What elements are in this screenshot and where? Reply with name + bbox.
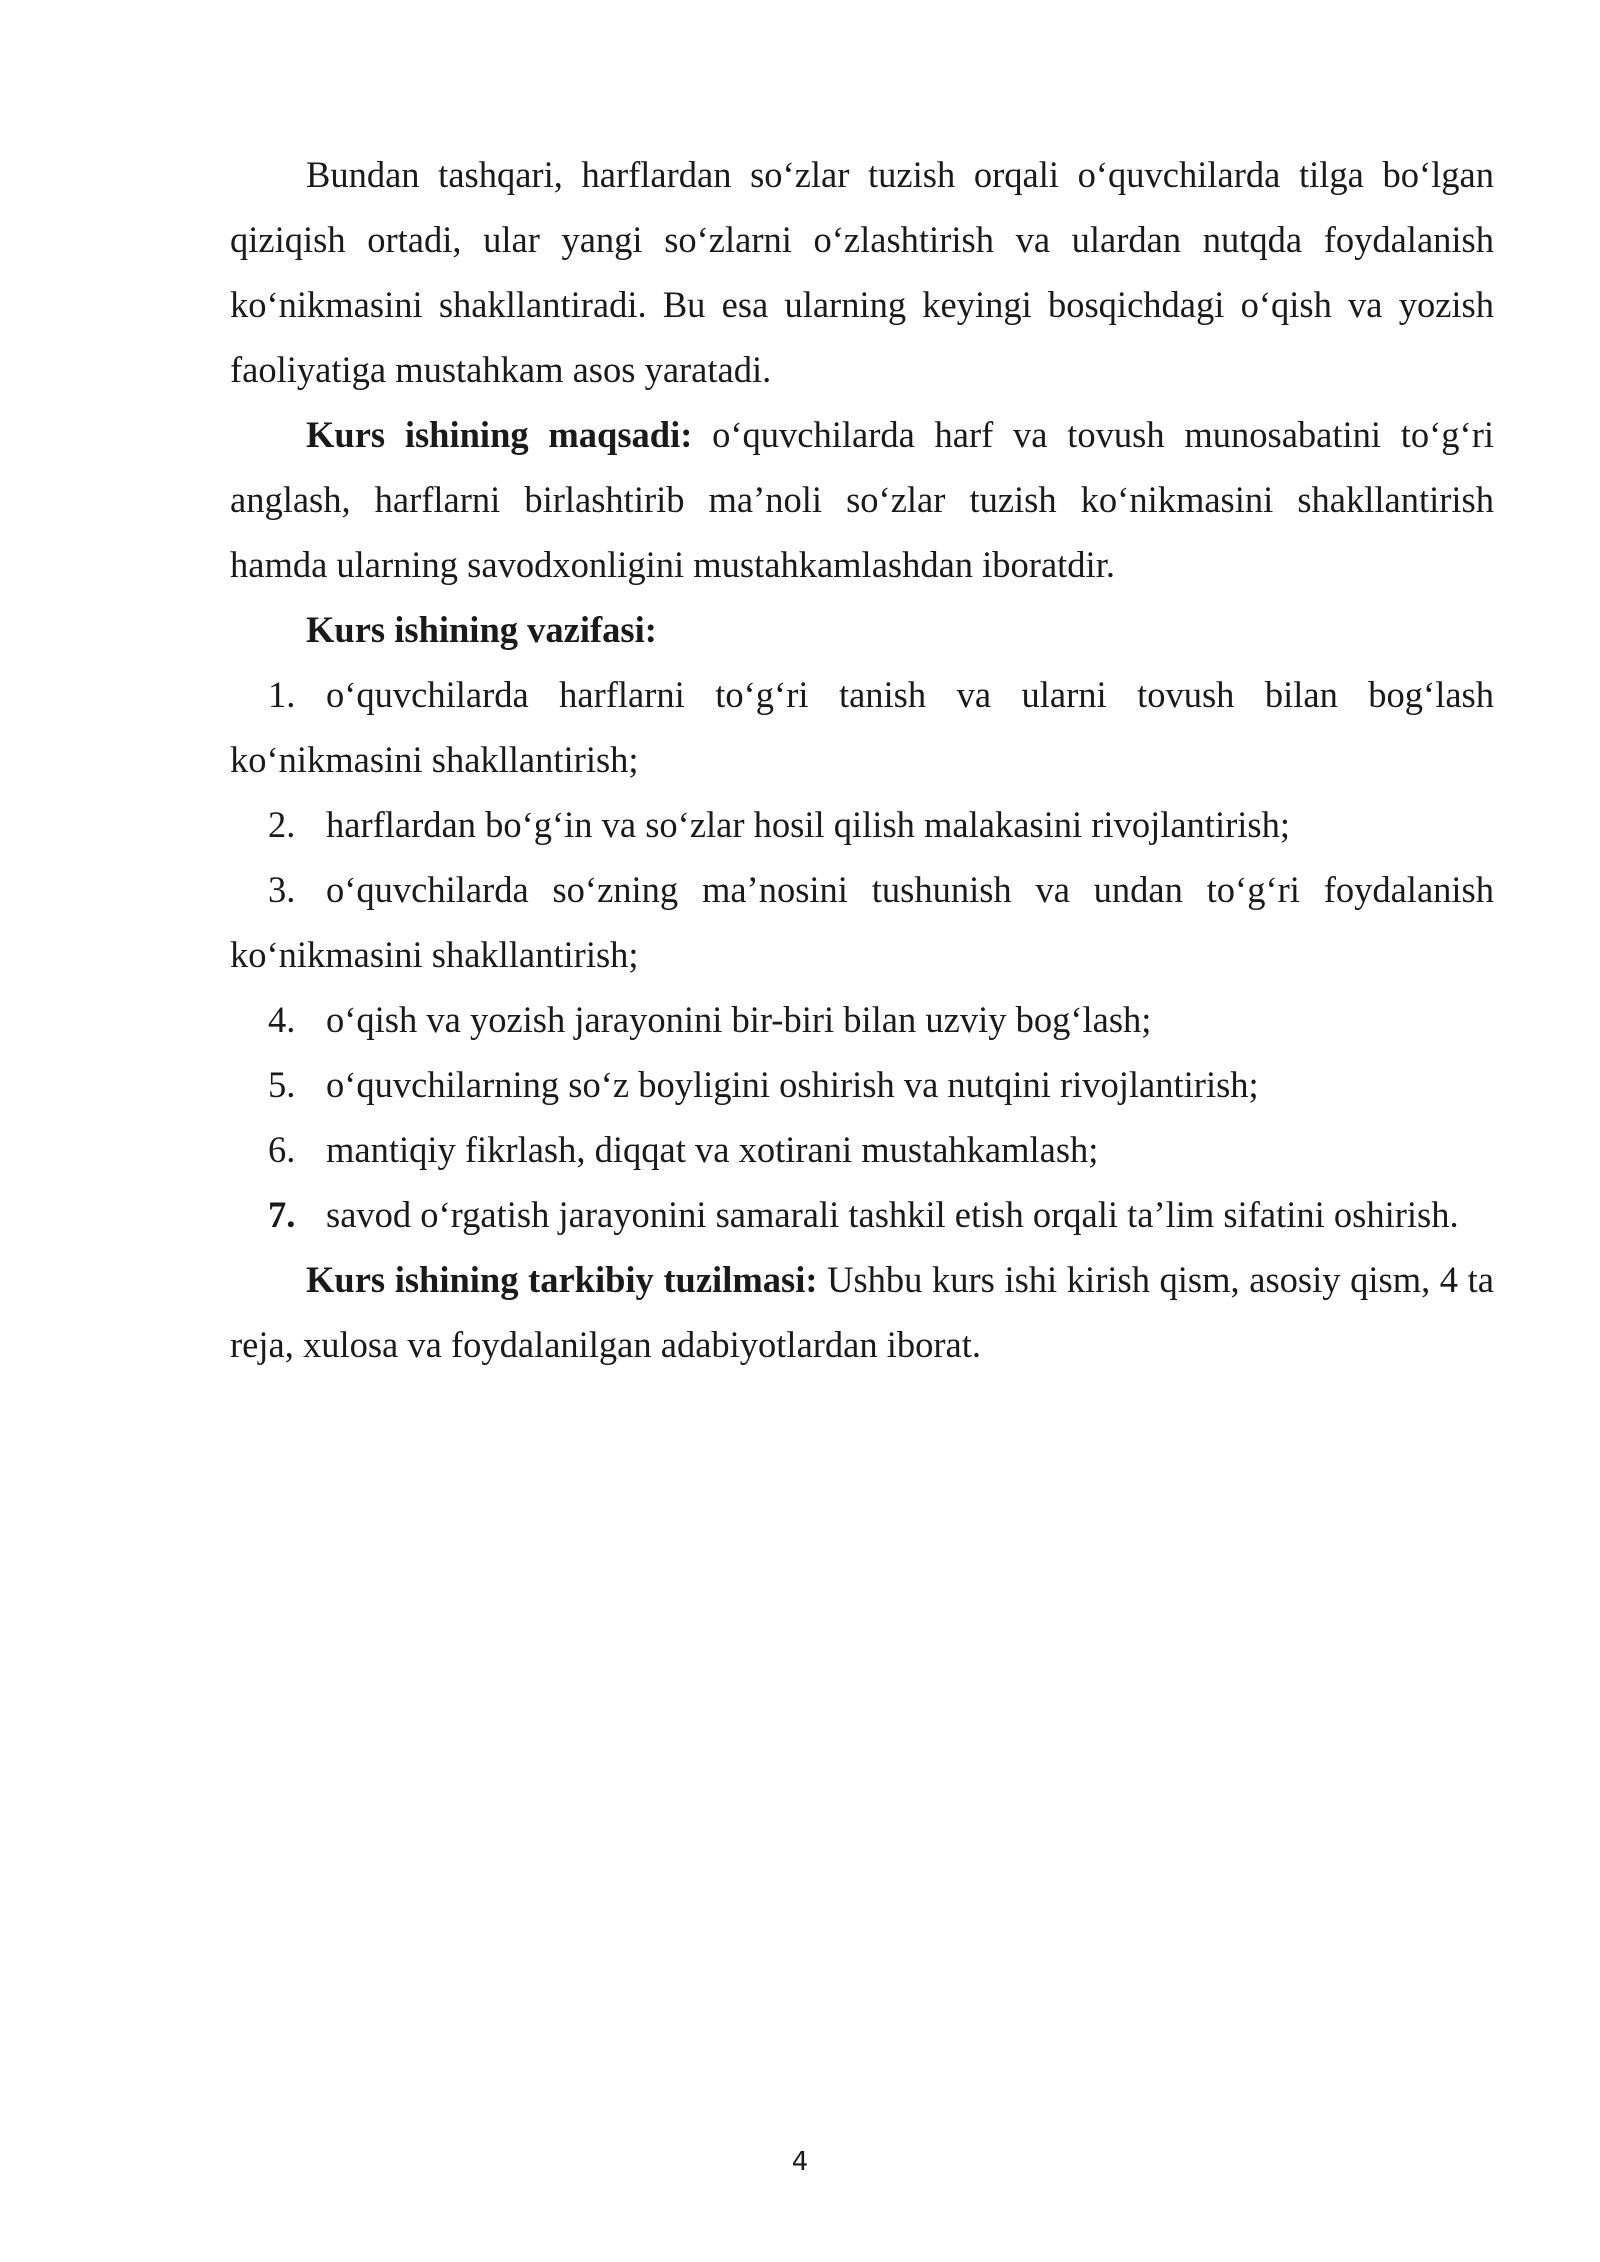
goal-label: Kurs ishining maqsadi: bbox=[306, 414, 693, 455]
task-number: 2. bbox=[268, 804, 296, 845]
goal-text: o‘quvchilarda harf va tovush munosabatini to‘g‘ri anglash, harflarni birlashtirib ma’noli so‘zlar tuzish ko‘nikmasini shakllantirish hamda ularning savodxonligini mustahkamlashdan iboratdir. bbox=[230, 414, 1495, 585]
task-text: o‘qish va yozish jarayonini bir-biri bilan uzviy bog‘lash; bbox=[326, 999, 1152, 1040]
task-number: 4. bbox=[268, 999, 296, 1040]
page-content bbox=[230, 142, 1494, 1377]
task-number: 7. bbox=[268, 1194, 296, 1235]
task-text: mantiqiy fikrlash, diqqat va xotirani mustahkamlash; bbox=[326, 1129, 1099, 1170]
structure-paragraph bbox=[230, 1247, 1494, 1377]
task-text: o‘quvchilarda so‘zning ma’nosini tushunish va undan to‘g‘ri foydalanish ko‘nikmasini shakllantirish; bbox=[230, 869, 1494, 975]
task-text: o‘quvchilarda harflarni to‘g‘ri tanish va ularni tovush bilan bog‘lash ko‘nikmasini shakllantirish; bbox=[230, 674, 1494, 780]
task-item-6 bbox=[230, 1117, 1494, 1182]
task-item-5 bbox=[230, 1052, 1494, 1117]
structure-label: Kurs ishining tarkibiy tuzilmasi: bbox=[306, 1259, 818, 1300]
page-number: 4 bbox=[791, 2147, 809, 2177]
tasks-list bbox=[230, 662, 1494, 1247]
task-text: o‘quvchilarning so‘z boyligini oshirish va nutqini rivojlantirish; bbox=[326, 1064, 1259, 1105]
intro-paragraph: Bundan tashqari, harflardan so‘zlar tuzish orqali o‘quvchilarda tilga bo‘lgan qiziqish ortadi, ular yangi so‘zlarni o‘zlashtirish va ulardan nutqda foydalanish ko‘nikmasini shakllantiradi. Bu esa ularning keyingi bosqichdagi o‘qish va yozish faoliyatiga mustahkam asos yaratadi. bbox=[230, 154, 1494, 390]
task-number: 5. bbox=[268, 1064, 296, 1105]
task-item-1 bbox=[230, 662, 1494, 792]
task-item-2 bbox=[230, 792, 1494, 857]
tasks-heading-label: Kurs ishining vazifasi: bbox=[306, 609, 657, 650]
task-item-7 bbox=[230, 1182, 1494, 1247]
task-number: 6. bbox=[268, 1129, 296, 1170]
task-number: 3. bbox=[268, 869, 296, 910]
tasks-heading bbox=[230, 597, 1494, 662]
task-text: harflardan bo‘g‘in va so‘zlar hosil qilish malakasini rivojlantirish; bbox=[326, 804, 1290, 845]
task-number: 1. bbox=[268, 674, 296, 715]
task-text: savod o‘rgatish jarayonini samarali tashkil etish orqali ta’lim sifatini oshirish. bbox=[326, 1194, 1459, 1235]
task-item-4 bbox=[230, 987, 1494, 1052]
task-item-3 bbox=[230, 857, 1494, 987]
structure-text: Ushbu kurs ishi kirish qism, asosiy qism, 4 ta reja, xulosa va foydalanilgan adabiyotlardan iborat. bbox=[230, 1259, 1494, 1365]
goal-paragraph bbox=[230, 402, 1494, 597]
